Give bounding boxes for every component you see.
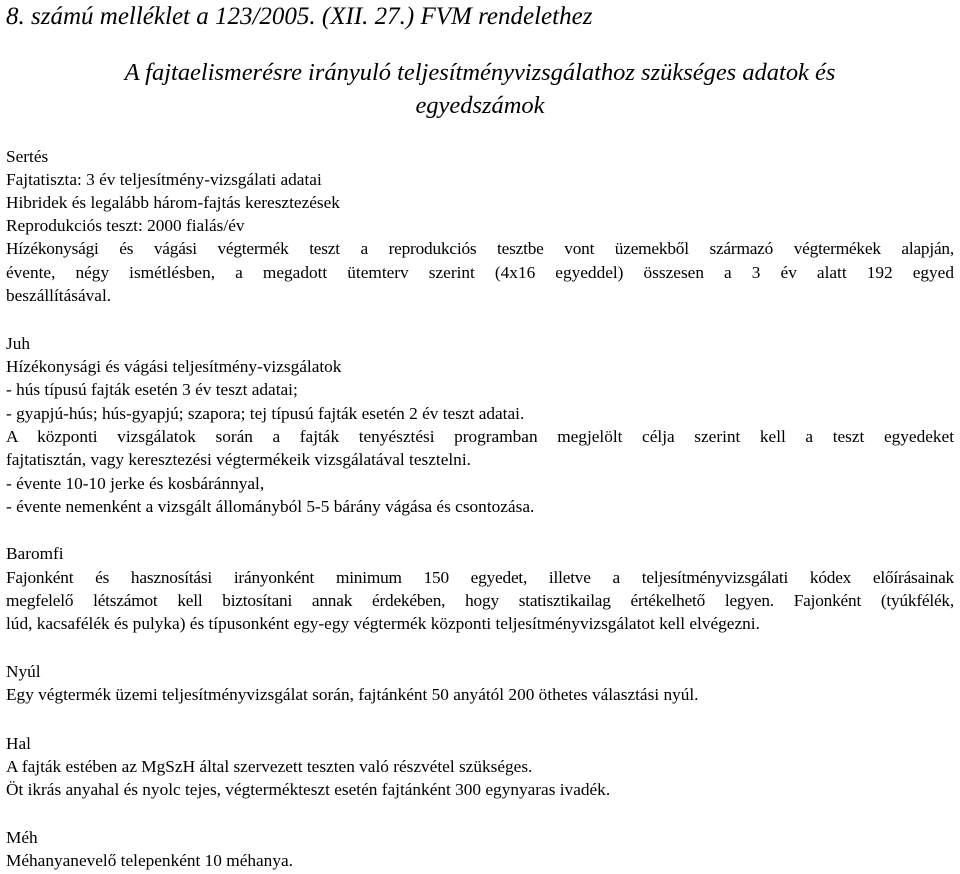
sertes-paragraph-line-3: beszállításával. bbox=[6, 286, 112, 305]
regulation-reference: 8. számú melléklet a 123/2005. (XII. 27.) FVM rendelethez bbox=[6, 3, 593, 30]
juh-paragraph-line-2: fajtatisztán, vagy keresztezési végtermékeik vizsgálatával tesztelni. bbox=[6, 450, 471, 469]
baromfi-paragraph-line-1: Fajonként és hasznosítási irányonként minimum 150 egyedet, illetve a teljesítményvizsgálati kódex előírásainak bbox=[6, 568, 954, 587]
document-title-line-2: egyedszámok bbox=[415, 92, 545, 119]
section-heading-baromfi: Baromfi bbox=[6, 544, 64, 563]
juh-line-4: - évente 10-10 jerke és kosbáránnyal, bbox=[6, 474, 265, 493]
juh-line-5: - évente nemenként a vizsgált állományból 5-5 bárány vágása és csontozása. bbox=[6, 497, 535, 516]
section-heading-hal: Hal bbox=[6, 734, 31, 753]
hal-line-1: A fajták estében az MgSzH által szervezett teszten való részvétel szükséges. bbox=[6, 757, 533, 776]
nyul-line-1: Egy végtermék üzemi teljesítményvizsgálat során, fajtánként 50 anyától 200 öthetes választási nyúl. bbox=[6, 685, 699, 704]
sertes-line-1: Fajtatiszta: 3 év teljesítmény-vizsgálati adatai bbox=[6, 170, 322, 189]
meh-line-1: Méhanyanevelő telepenként 10 méhanya. bbox=[6, 851, 293, 870]
baromfi-paragraph-line-2: megfelelő létszámot kell biztosítani annak érdekében, hogy statisztikailag értékelhető legyen. Fajonként (tyúkfélék, bbox=[6, 591, 954, 610]
section-heading-meh: Méh bbox=[6, 828, 38, 847]
sertes-line-3: Reprodukciós teszt: 2000 fialás/év bbox=[6, 216, 245, 235]
juh-line-1: Hízékonysági és vágási teljesítmény-vizsgálatok bbox=[6, 357, 342, 376]
baromfi-paragraph-line-3: lúd, kacsafélék és pulyka) és típusonként egy-egy végtermék központi teljesítményvizsgálatot kell elvégezni. bbox=[6, 614, 760, 633]
juh-line-2: - hús típusú fajták esetén 3 év teszt adatai; bbox=[6, 380, 298, 399]
sertes-paragraph-line-2: évente, négy ismétlésben, a megadott ütemterv szerint (4x16 egyeddel) összesen a 3 év alatt 192 egyed bbox=[6, 263, 954, 282]
sertes-paragraph-line-1: Hízékonysági és vágási végtermék teszt a reprodukciós tesztbe vont üzemekből származó végtermékek alapján, bbox=[6, 239, 954, 258]
document-title-line-1: A fajtaelismerésre irányuló teljesítményvizsgálathoz szükséges adatok és bbox=[124, 59, 836, 86]
section-heading-juh: Juh bbox=[6, 334, 31, 353]
hal-line-2: Öt ikrás anyahal és nyolc tejes, végtermékteszt esetén fajtánként 300 egynyaras ivadék. bbox=[6, 780, 611, 799]
section-heading-sertes: Sertés bbox=[6, 147, 49, 166]
section-heading-nyul: Nyúl bbox=[6, 662, 41, 681]
juh-line-3: - gyapjú-hús; hús-gyapjú; szapora; tej típusú fajták esetén 2 év teszt adatai. bbox=[6, 404, 525, 423]
sertes-line-2: Hibridek és legalább három-fajtás keresztezések bbox=[6, 193, 340, 212]
juh-paragraph-line-1: A központi vizsgálatok során a fajták tenyésztési programban megjelölt célja szerint kell a teszt egyedeket bbox=[6, 427, 954, 446]
